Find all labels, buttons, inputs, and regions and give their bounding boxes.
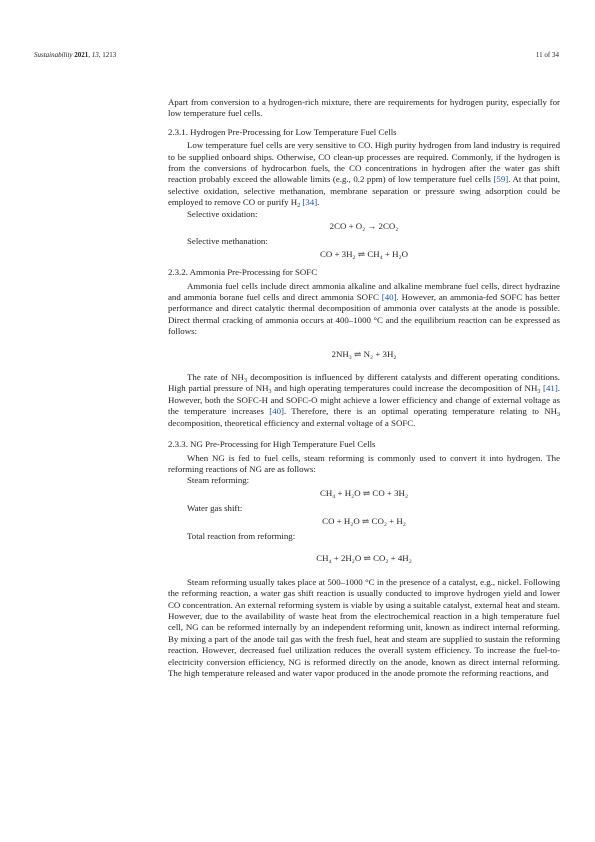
page-body	[168, 97, 560, 679]
citation-link-34[interactable]: [34]	[302, 197, 318, 208]
paragraph-nh3-decomposition	[168, 372, 560, 429]
section-heading-2-3-2: 2.3.2. Ammonia Pre-Processing for SOFC	[168, 267, 318, 278]
section-heading-2-3-1: 2.3.1. Hydrogen Pre-Processing for Low Temperature Fuel Cells	[168, 126, 397, 137]
paragraph-co-cleanup	[168, 140, 560, 208]
equation-water-gas-shift: CO + H₂O ⇌ CO₂ + H₂	[322, 515, 406, 526]
equation-selective-methanation: CO + 3H₂ ⇌ CH₄ + H₂O	[319, 248, 409, 259]
label-selective-methanation: Selective methanation:	[187, 236, 268, 247]
journal-citation: Sustainability 2021, 13, 1213	[34, 51, 117, 59]
subscript: 3	[243, 378, 247, 385]
label-total-reaction: Total reaction from reforming:	[187, 530, 296, 541]
text-run: and high operating temperatures could increase the decomposition of NH	[271, 383, 538, 394]
subscript: 3	[537, 389, 541, 396]
text-run: The rate of NH	[187, 372, 244, 383]
article-number: 1213	[102, 51, 117, 59]
citation-link-40[interactable]: [40]	[381, 292, 397, 303]
text-run: . However, an ammonia-fed SOFC has better performance and direct catalytic thermal decomposition of ammonia over catalysts at the anode is possible. Direct thermal cracking of ammonia occurs at 400–1000 °C and the equilibrium reaction can be expressed as follows:	[168, 292, 560, 337]
citation-link-40[interactable]: [40]	[269, 406, 284, 417]
paragraph-ammonia-fuel-cells	[168, 281, 560, 338]
text-run: decomposition, theoretical efficiency and external voltage of a SOFC.	[168, 417, 416, 428]
equation-selective-oxidation: 2CO + O₂ → 2CO₂	[329, 221, 399, 232]
text-run: . However, both the SOFC-H and SOFC-O might achieve a lower efficiency and change of external voltage as the temperature increases	[168, 383, 560, 417]
text-run: Ammonia fuel cells include direct ammonia alkaline and alkaline membrane fuel cells, direct hydrazine and ammonia borane fuel cells and direct ammonia SOFC	[168, 280, 560, 303]
label-water-gas-shift: Water gas shift:	[187, 503, 243, 514]
subscript: 3	[557, 412, 560, 419]
intro-paragraph: Apart from conversion to a hydrogen-rich mixture, there are requirements for hydrogen purity, especially for low temperature fuel cells.	[168, 97, 560, 119]
equation-ammonia-cracking: 2NH₃ ⇌ N₂ + 3H₂	[331, 348, 397, 359]
journal-name: Sustainability	[34, 51, 73, 59]
citation-link-59[interactable]: [59]	[493, 174, 509, 185]
subscript: 2	[297, 203, 301, 210]
section-heading-2-3-3: 2.3.3. NG Pre-Processing for High Temperature Fuel Cells	[168, 439, 376, 450]
journal-volume: 13	[91, 51, 99, 59]
paragraph-ng-reforming: When NG is fed to fuel cells, steam reforming is commonly used to convert it into hydrogen. The reforming reactions of NG are as follows:	[168, 452, 560, 474]
text-run: . Therefore, there is an optimal operating temperature relating to NH	[283, 406, 557, 417]
journal-year: 2021	[74, 51, 89, 59]
citation-link-41[interactable]: [41]	[543, 383, 558, 394]
text-run: Low temperature fuel cells are very sensitive to CO. High purity hydrogen from land industry is required to be supplied onboard ships. Otherwise, CO clean-up processes are required. Commonly, if the hydrogen is from the conversions of hydrocarbon fuels, the CO concentrations in hydrogen after the water gas shift reaction probably exceed the allowable limits (e.g., 0.2 ppm) of low temperature fuel cells	[168, 140, 560, 185]
equation-steam-reforming: CH₄ + H₂O ⇌ CO + 3H₂	[319, 487, 409, 498]
label-selective-oxidation: Selective oxidation:	[187, 208, 258, 219]
label-steam-reforming: Steam reforming:	[187, 475, 250, 486]
subscript: 3	[268, 389, 272, 396]
text-run: .	[317, 197, 320, 208]
paragraph-steam-reforming-details: Steam reforming usually takes place at 500–1000 °C in the presence of a catalyst, e.g., nickel. Following the reforming reaction, a water gas shift reaction is usually conducted to improve hydrogen yield and lower CO concentration. An external reforming system is viable by using a suitable catalyst, external heat and steam. However, due to the availability of waste heat from the electrochemical reaction in a high temperature fuel cell, NG can be reformed internally by an independent reforming unit, known as indirect internal reforming. By mixing a part of the anode tail gas with the fresh fuel, heat and steam are supplied to sustain the reforming reaction. However, decreased fuel utilization reduces the overall system efficiency. To increase the fuel-to-electricity conversion efficiency, NG is reformed directly on the anode, known as direct internal reforming. The high temperature released and water vapor produced in the anode promote the reforming reactions, and	[168, 576, 560, 678]
equation-total-reforming: CH₄ + 2H₂O ⇌ CO₂ + 4H₂	[316, 553, 412, 564]
page-number: 11 of 34	[535, 51, 559, 59]
text-run: decomposition is influenced by different catalysts and different operating conditions. High partial pressure of NH	[168, 372, 560, 394]
spacer	[168, 429, 560, 439]
text-run: . At that point, selective oxidation, selective methanation, membrane separation or pressure swing adsorption could be employed to remove CO or purify H	[168, 174, 560, 208]
